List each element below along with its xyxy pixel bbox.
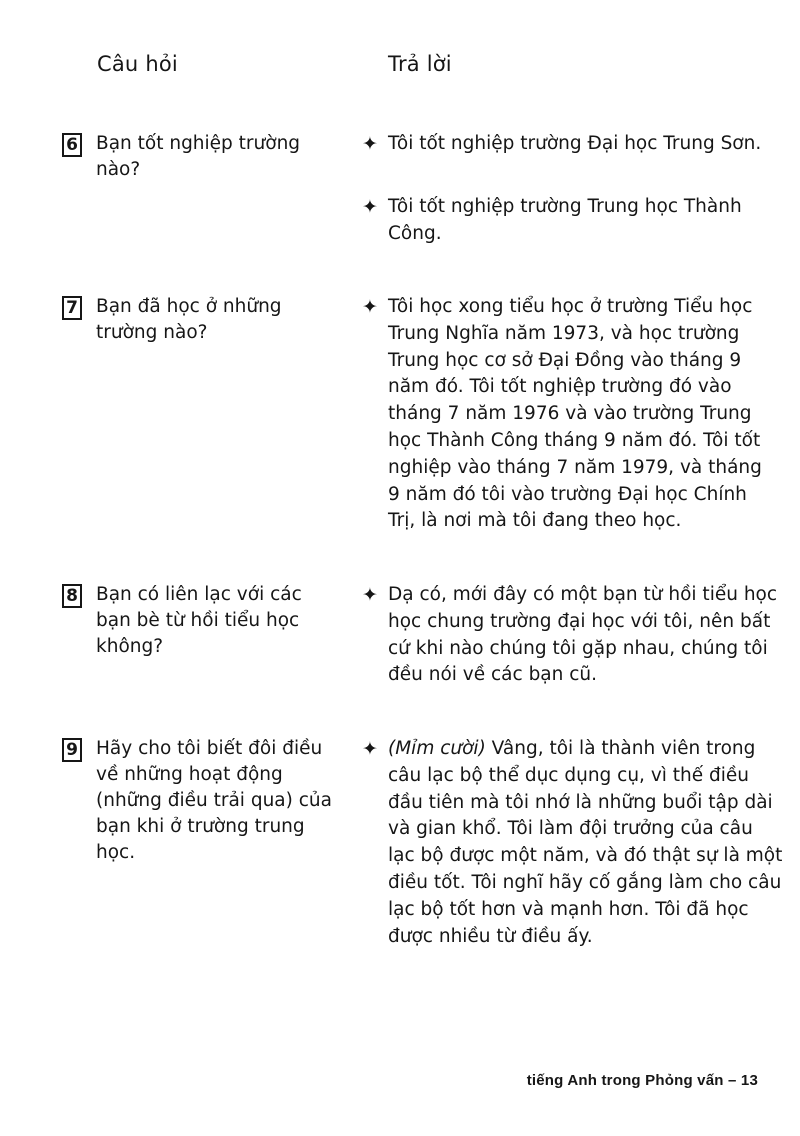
answer-line: Trị, là nơi mà tôi đang theo học. (388, 510, 682, 532)
question-line: nào? (96, 159, 141, 180)
answer-line: học Thành Công tháng 9 năm đó. Tôi tốt (388, 429, 761, 451)
answer-line: câu lạc bộ thể dục dụng cụ, vì thế điều (388, 764, 750, 786)
answer-line: và gian khổ. Tôi làm đội trưởng của câu (388, 818, 753, 840)
answer-line: Tôi tốt nghiệp trường Trung học Thành (388, 196, 742, 217)
answer-text (388, 582, 778, 689)
four-point-star-icon: ✦ (362, 133, 378, 155)
question-line: học. (96, 842, 136, 863)
question-line: Hãy cho tôi biết đôi điều (96, 738, 323, 759)
question-text (96, 294, 346, 346)
question-number-box: 6 (62, 133, 82, 157)
four-point-star-icon: ✦ (362, 584, 378, 606)
question-line: về những hoạt động (96, 764, 283, 785)
answer-line: Tôi tốt nghiệp trường Đại học Trung Sơn. (388, 133, 762, 154)
question-line: bạn bè từ hồi tiểu học (96, 610, 300, 631)
question-column-header: Câu hỏi (97, 52, 178, 76)
answer-line: đều nói về các bạn cũ. (388, 664, 598, 686)
answer-line-rest: Vâng, tôi là thành viên trong (485, 738, 756, 759)
question-line: trường nào? (96, 322, 208, 343)
answer-line: lạc bộ tốt hơn và mạnh hơn. Tôi đã học (388, 898, 749, 920)
answer-text (388, 294, 768, 535)
answer-text (388, 736, 783, 950)
four-point-star-icon: ✦ (362, 296, 378, 318)
question-number-box: 7 (62, 296, 82, 320)
answer-line: Công. (388, 222, 442, 244)
answer-line: tháng 7 năm 1976 và vào trường Trung (388, 403, 752, 425)
answer-line: lạc bộ được một năm, và đó thật sự là một (388, 845, 783, 867)
answer-line (388, 736, 768, 763)
question-line: bạn khi ở trường trung (96, 816, 305, 837)
answer-line: học chung trường đại học với tôi, nên bất (388, 610, 771, 632)
answer-text (388, 131, 768, 158)
answer-line: điều tốt. Tôi nghĩ hãy cố gắng làm cho câu (388, 871, 782, 893)
question-line: không? (96, 636, 164, 657)
question-line: (những điều trải qua) của (96, 790, 332, 811)
question-number-box: 9 (62, 738, 82, 762)
question-line: Bạn có liên lạc với các (96, 584, 302, 605)
question-number-box: 8 (62, 584, 82, 608)
answer-text (388, 194, 768, 248)
page-footer: tiếng Anh trong Phỏng vấn – 13 (526, 1072, 758, 1089)
question-line: Bạn đã học ở những (96, 296, 282, 317)
question-line: Bạn tốt nghiệp trường (96, 133, 301, 154)
answer-line: 9 năm đó tôi vào trường Đại học Chính (388, 483, 747, 505)
four-point-star-icon: ✦ (362, 738, 378, 760)
answer-line: Dạ có, mới đây có một bạn từ hồi tiểu học (388, 584, 778, 605)
question-text (96, 736, 346, 866)
answer-line: Trung Nghĩa năm 1973, và học trường (388, 322, 740, 344)
question-text (96, 131, 346, 183)
answer-column-header: Trả lời (388, 52, 452, 76)
four-point-star-icon: ✦ (362, 196, 378, 218)
answer-line: cứ khi nào chúng tôi gặp nhau, chúng tôi (388, 637, 768, 659)
answer-line: nghiệp vào tháng 7 năm 1979, và tháng (388, 456, 762, 478)
answer-line: được nhiều từ điều ấy. (388, 925, 593, 947)
answer-line: Tôi học xong tiểu học ở trường Tiểu học (388, 296, 753, 317)
answer-line: Trung học cơ sở Đại Đồng vào tháng 9 (388, 349, 742, 371)
answer-line: năm đó. Tôi tốt nghiệp trường đó vào (388, 376, 732, 398)
italic-prefix: (Mỉm cười) (388, 738, 486, 759)
answer-line: đầu tiên mà tôi nhớ là những buổi tập dài (388, 791, 773, 813)
question-text (96, 582, 346, 660)
